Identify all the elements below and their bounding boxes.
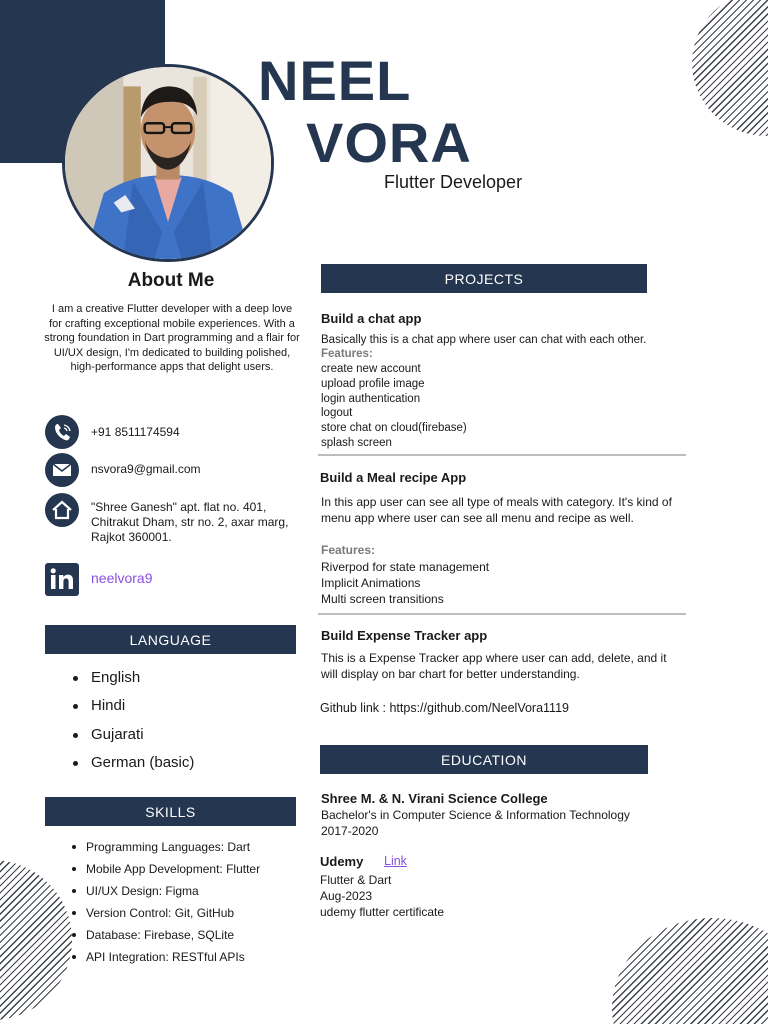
list-item: logout bbox=[321, 407, 353, 420]
email-icon bbox=[45, 453, 79, 487]
feature-list bbox=[321, 560, 489, 609]
divider bbox=[318, 454, 686, 456]
linkedin-icon bbox=[45, 563, 79, 596]
list-item: English bbox=[73, 669, 194, 697]
list-item: splash screen bbox=[321, 436, 392, 449]
education-heading: EDUCATION bbox=[320, 745, 648, 774]
project-title: Build a chat app bbox=[321, 311, 422, 326]
list-item: Version Control: Git, GitHub bbox=[72, 906, 260, 928]
list-item: Hindi bbox=[73, 697, 194, 725]
language-list bbox=[73, 669, 194, 782]
hatched-circle-decoration bbox=[0, 860, 72, 1020]
course-date: Aug-2023 bbox=[320, 889, 373, 903]
list-item: Programming Languages: Dart bbox=[72, 840, 260, 862]
hatched-circle-decoration bbox=[612, 918, 768, 1024]
features-label: Features: bbox=[321, 543, 376, 557]
certificate-link[interactable]: Link bbox=[384, 854, 407, 868]
home-address: "Shree Ganesh" apt. flat no. 401, Chitrakut Dham, str no. 2, axar marg, Rajkot 360001. bbox=[91, 500, 289, 544]
last-name: VORA bbox=[306, 111, 472, 174]
list-item: Implicit Animations bbox=[321, 576, 421, 591]
project-title: Build Expense Tracker app bbox=[321, 628, 488, 643]
github-link[interactable]: Github link : https://github.com/NeelVora1119 bbox=[320, 701, 569, 715]
certificate-note: udemy flutter certificate bbox=[320, 905, 445, 919]
list-item: API Integration: RESTful APIs bbox=[72, 950, 260, 972]
project-title: Build a Meal recipe App bbox=[320, 470, 467, 485]
list-item: Mobile App Development: Flutter bbox=[72, 862, 260, 884]
features-label: Features: bbox=[321, 348, 373, 360]
list-item: German (basic) bbox=[73, 754, 194, 782]
degree: Bachelor's in Computer Science & Information Technology bbox=[321, 808, 630, 822]
project-description: In this app user can see all type of meals with category. It's kind of menu app where user can see all menu and recipe as well. bbox=[321, 495, 672, 525]
list-item: store chat on cloud(firebase) bbox=[321, 422, 467, 435]
email-address: nsvora9@gmail.com bbox=[91, 462, 201, 476]
skills-list bbox=[72, 840, 260, 972]
about-heading: About Me bbox=[127, 270, 215, 291]
list-item: Gujarati bbox=[73, 726, 194, 754]
education-years: 2017-2020 bbox=[321, 824, 379, 838]
list-item: upload profile image bbox=[321, 377, 425, 390]
about-text: I am a creative Flutter developer with a deep love for crafting exceptional mobile experiences. With a strong foundation in Dart programming and a flair for UI/UX design, I'm dedicated to building polished, high-performance apps that delight users. bbox=[44, 303, 300, 374]
phone-icon bbox=[45, 415, 79, 449]
project-description: This is a Expense Tracker app where user can add, delete, and it will display on bar chart for better understanding. bbox=[321, 651, 667, 681]
linkedin-link[interactable]: neelvora9 bbox=[91, 570, 153, 586]
language-heading: LANGUAGE bbox=[45, 625, 296, 654]
first-name: NEEL bbox=[258, 49, 412, 112]
course-provider: Udemy bbox=[320, 854, 364, 869]
hatched-circle-decoration bbox=[692, 0, 768, 136]
divider bbox=[318, 613, 686, 615]
projects-heading: PROJECTS bbox=[321, 264, 647, 293]
school-name: Shree M. & N. Virani Science College bbox=[321, 791, 548, 806]
list-item: Riverpod for state management bbox=[321, 560, 490, 574]
job-title: Flutter Developer bbox=[384, 172, 523, 192]
list-item: Database: Firebase, SQLite bbox=[72, 928, 260, 950]
list-item: create new account bbox=[321, 363, 421, 375]
project-description: Basically this is a chat app where user can chat with each other. bbox=[321, 334, 647, 346]
skills-heading: SKILLS bbox=[45, 797, 296, 826]
list-item: login authentication bbox=[321, 392, 421, 405]
list-item: UI/UX Design: Figma bbox=[72, 884, 260, 906]
phone-number: +91 8511174594 bbox=[91, 425, 180, 439]
course-name: Flutter & Dart bbox=[320, 873, 392, 887]
profile-photo bbox=[62, 64, 274, 262]
list-item: Multi screen transitions bbox=[321, 592, 444, 607]
feature-list bbox=[321, 363, 467, 452]
home-icon bbox=[45, 493, 79, 527]
